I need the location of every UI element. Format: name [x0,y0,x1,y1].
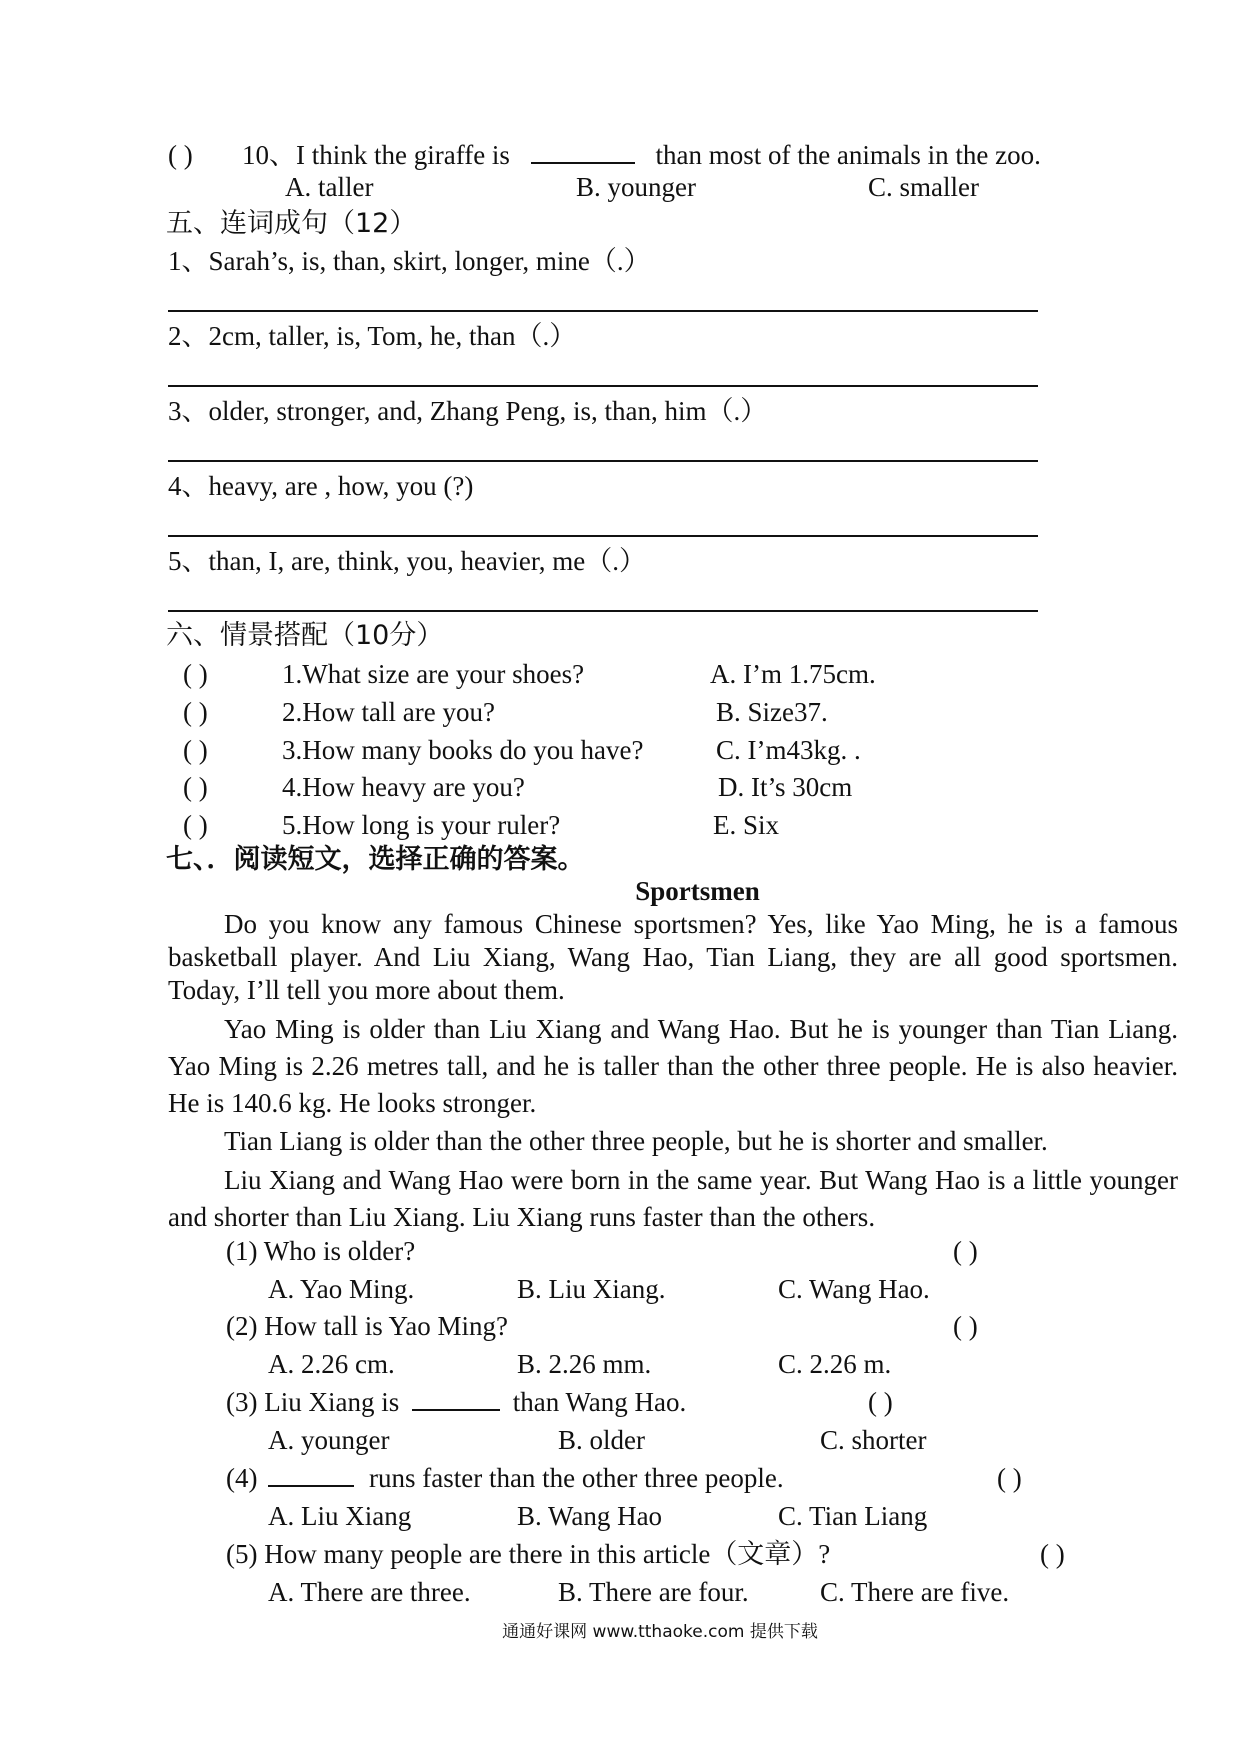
reading-q4-blank [268,1484,354,1487]
match-paren-1: ( ) [183,659,208,689]
reading-question-3 [226,1389,686,1416]
reading-q3-option-b: B. older [558,1425,645,1455]
reading-q4-option-b: B. Wang Hao [517,1501,663,1531]
match-answer-e: E. Six [713,810,780,840]
sentence-item-2: 2、2cm, taller, is, Tom, he, than（.） [168,321,577,351]
reading-q3-option-a: A. younger [268,1425,390,1455]
passage-paragraph-4: Liu Xiang and Wang Hao were born in the same year. But Wang Hao is a little younger and shorter than Liu Xiang. Liu Xiang runs faster than the others. [168,1165,1178,1232]
sentence-item-4: 4、heavy, are , how, you (?) [168,471,474,501]
reading-q3-option-c: C. shorter [820,1425,927,1455]
reading-answer-paren-4: ( ) [997,1463,1022,1493]
section5-title: 五、连词成句（12） [166,208,417,239]
page-footer: 通通好课网 www.tthaoke.com 提供下载 [502,1622,818,1642]
match-question-1: 1.What size are your shoes? [282,659,585,689]
match-paren-3: ( ) [183,735,208,765]
sentence-item-1: 1、Sarah’s, is, than, skirt, longer, mine（.） [168,246,651,276]
answer-line-2 [168,385,1038,387]
reading-q4-option-a: A. Liu Xiang [268,1501,412,1531]
answer-line-4 [168,535,1038,537]
reading-q5-option-c: C. There are five. [820,1577,1010,1607]
reading-answer-paren-3: ( ) [868,1387,893,1417]
q10-blank [531,161,635,164]
reading-question-5: (5) How many people are there in this article（文章）? [226,1539,831,1569]
match-paren-4: ( ) [183,772,208,802]
match-answer-b: B. Size37. [716,697,828,727]
passage-paragraph-1: Do you know any famous Chinese sportsmen? Yes, like Yao Ming, he is a famous basketball player. And Liu Xiang, Wang Hao, Tian Liang, they are all good sportsmen. Today, I’ll tell you more about them. [168,909,1178,1005]
reading-answer-paren-5: ( ) [1040,1539,1065,1569]
reading-q3-start: (3) Liu Xiang is [226,1387,400,1417]
q10-option-b: B. younger [576,172,696,202]
reading-q2-option-b: B. 2.26 mm. [517,1349,652,1379]
answer-line-1 [168,310,1038,312]
reading-q3-blank [412,1408,500,1411]
answer-line-5 [168,610,1038,612]
sentence-item-5: 5、than, I, are, think, you, heavier, me（.） [168,546,647,576]
reading-answer-paren-1: ( ) [953,1236,978,1266]
reading-q2-option-a: A. 2.26 cm. [268,1349,395,1379]
reading-question-4 [226,1465,784,1492]
match-answer-a: A. I’m 1.75cm. [710,659,876,689]
match-question-5: 5.How long is your ruler? [282,810,561,840]
match-question-2: 2.How tall are you? [282,697,495,727]
reading-q3-end: than Wang Hao. [512,1387,687,1417]
match-answer-c: C. I’m43kg. . [716,735,861,765]
sentence-item-3: 3、older, stronger, and, Zhang Peng, is, than, him（.） [168,396,768,426]
section6-title: 六、情景搭配（10分） [166,620,444,651]
reading-q2-option-c: C. 2.26 m. [778,1349,892,1379]
reading-q5-option-a: A. There are three. [268,1577,471,1607]
reading-q4-start: (4) [226,1463,258,1493]
q10-question-end: than most of the animals in the zoo. [655,140,1041,170]
match-answer-d: D. It’s 30cm [718,772,853,802]
reading-q4-option-c: C. Tian Liang [778,1501,928,1531]
match-paren-2: ( ) [183,697,208,727]
q10-option-c: C. smaller [868,172,979,202]
passage-title: Sportsmen [635,876,760,906]
answer-line-3 [168,460,1038,462]
reading-question-2: (2) How tall is Yao Ming? [226,1311,508,1341]
reading-answer-paren-2: ( ) [953,1311,978,1341]
reading-q4-end: runs faster than the other three people. [368,1463,784,1493]
match-question-4: 4.How heavy are you? [282,772,525,802]
q10-question [242,142,1041,169]
reading-q1-option-b: B. Liu Xiang. [517,1274,666,1304]
q10-question-start: 10、I think the giraffe is [242,140,510,170]
section7-title: 七、．阅读短文，选择正确的答案。 [166,844,585,875]
match-question-3: 3.How many books do you have? [282,735,644,765]
reading-q1-option-a: A. Yao Ming. [268,1274,415,1304]
q10-option-a: A. taller [285,172,374,202]
passage-paragraph-2: Yao Ming is older than Liu Xiang and Wang Hao. But he is younger than Tian Liang. Yao Ming is 2.26 metres tall, and he is taller than the other three people. He is also heavier. He is 140.6 kg. He looks stronger. [168,1014,1178,1118]
passage-paragraph-3: Tian Liang is older than the other three people, but he is shorter and smaller. [224,1126,1048,1156]
reading-q1-option-c: C. Wang Hao. [778,1274,930,1304]
match-paren-5: ( ) [183,810,208,840]
reading-question-1: (1) Who is older? [226,1236,416,1266]
q10-answer-paren: ( ) [168,140,193,170]
reading-q5-option-b: B. There are four. [558,1577,749,1607]
